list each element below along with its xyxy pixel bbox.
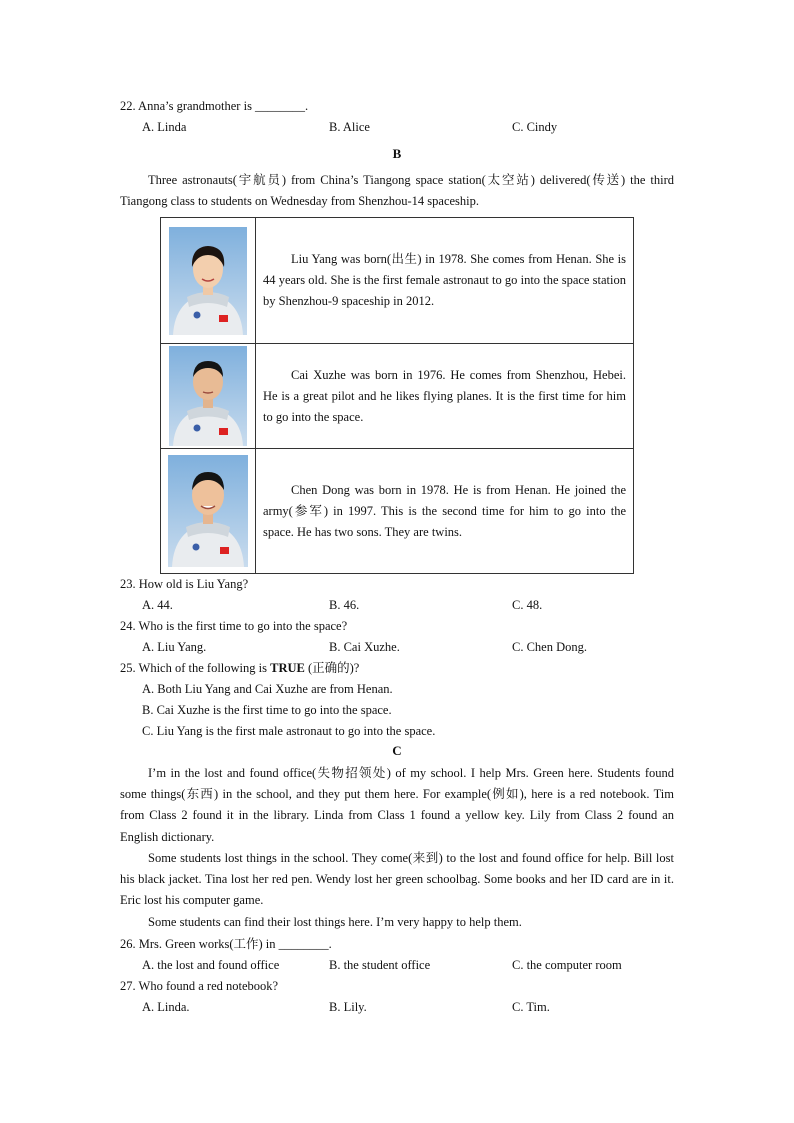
- question-25-option-c: C. Liu Yang is the first male astronaut to go into the space.: [142, 724, 436, 738]
- astronaut-text: Cai Xuzhe was born in 1976. He comes from Shenzhou, Hebei. He is a great pilot and he likes flying planes. It is the first time for him to go into the space.: [263, 367, 626, 424]
- question-22-stem: 22. Anna’s grandmother is ________.: [120, 99, 309, 113]
- astronaut-description: [256, 344, 634, 449]
- question-26-option-b: B. the student office: [329, 958, 431, 972]
- paragraph-text: Some students lost things in the school. They come(来到) to the lost and found office for help. Bill lost his black jacket. Tina lost her red pen. Wendy lost her green schoolbag. Some books and her ID card are in it. Eric lost his computer game.: [120, 851, 674, 908]
- question-25-option-b: B. Cai Xuzhe is the first time to go into the space.: [142, 703, 392, 717]
- question-27-stem: 27. Who found a red notebook?: [120, 979, 279, 993]
- paragraph-text: Some students can find their lost things here. I’m very happy to help them.: [148, 915, 522, 929]
- section-b-intro-text: Three astronauts(宇航员) from China’s Tiangong space station(太空站) delivered(传送) the third Tiangong class to students on Wednesday from Shenzhou-14 spaceship.: [120, 173, 674, 209]
- question-26-option-c: C. the computer room: [512, 958, 622, 972]
- question-27-option-c: C. Tim.: [512, 1000, 550, 1014]
- astronaut-text: Liu Yang was born(出生) in 1978. She comes from Henan. She is 44 years old. She is the first female astronaut to go into the space station by Shenzhou-9 spaceship in 2012.: [263, 252, 626, 308]
- question-25-option-a: A. Both Liu Yang and Cai Xuzhe are from Henan.: [142, 682, 393, 696]
- astronaut-row: [161, 218, 634, 344]
- astronaut-row: [161, 344, 634, 449]
- section-b-intro: [120, 170, 674, 212]
- astronaut-description: [256, 449, 634, 574]
- question-23-option-c: C. 48.: [512, 598, 543, 612]
- question-24-option-c: C. Chen Dong.: [512, 640, 587, 654]
- astronaut-photo-cell: [161, 344, 256, 449]
- question-23-option-b: B. 46.: [329, 598, 360, 612]
- section-c-paragraph: [120, 763, 674, 848]
- astronaut-photo-cell: [161, 218, 256, 344]
- question-23-stem: 23. How old is Liu Yang?: [120, 577, 249, 591]
- paragraph-text: I’m in the lost and found office(失物招领处) of my school. I help Mrs. Green here. Students found some things(东西) in the school, and they put them here. For example(例如), here is a red notebook. Tim from Class 2 found it in the library. Linda from Class 1 found a yellow key. Lily from Class 2 found an English dictionary.: [120, 766, 674, 844]
- astronaut-row: [161, 449, 634, 574]
- section-c-paragraph: [120, 912, 674, 933]
- portrait-cai-xuzhe: [169, 346, 247, 446]
- question-27-option-a: A. Linda.: [142, 1000, 190, 1014]
- question-25-stem-end: (正确的)?: [304, 661, 360, 675]
- question-22-option-b: B. Alice: [329, 120, 370, 134]
- question-24-option-b: B. Cai Xuzhe.: [329, 640, 400, 654]
- question-25-stem: [120, 660, 359, 676]
- astronaut-description: [256, 218, 634, 344]
- section-c-paragraph: [120, 848, 674, 912]
- question-27-option-b: B. Lily.: [329, 1000, 367, 1014]
- question-24-option-a: A. Liu Yang.: [142, 640, 207, 654]
- question-23-option-a: A. 44.: [142, 598, 173, 612]
- section-c-heading: C: [392, 743, 402, 758]
- astronaut-table: [160, 217, 634, 574]
- question-22-option-c: C. Cindy: [512, 120, 558, 134]
- question-25-emphasis: TRUE: [270, 661, 305, 675]
- portrait-liu-yang: [169, 227, 247, 335]
- question-24-stem: 24. Who is the first time to go into the space?: [120, 619, 348, 633]
- question-26-option-a: A. the lost and found office: [142, 958, 280, 972]
- section-b-heading: B: [392, 146, 402, 161]
- question-25-stem-start: 25. Which of the following is: [120, 661, 271, 675]
- question-22-option-a: A. Linda: [142, 120, 187, 134]
- astronaut-text: Chen Dong was born in 1978. He is from Henan. He joined the army(参军) in 1997. This is the second time for him to go into the space. He has two sons. They are twins.: [263, 482, 626, 539]
- astronaut-photo-cell: [161, 449, 256, 574]
- portrait-chen-dong: [168, 455, 248, 567]
- question-26-stem: 26. Mrs. Green works(工作) in ________.: [120, 937, 332, 951]
